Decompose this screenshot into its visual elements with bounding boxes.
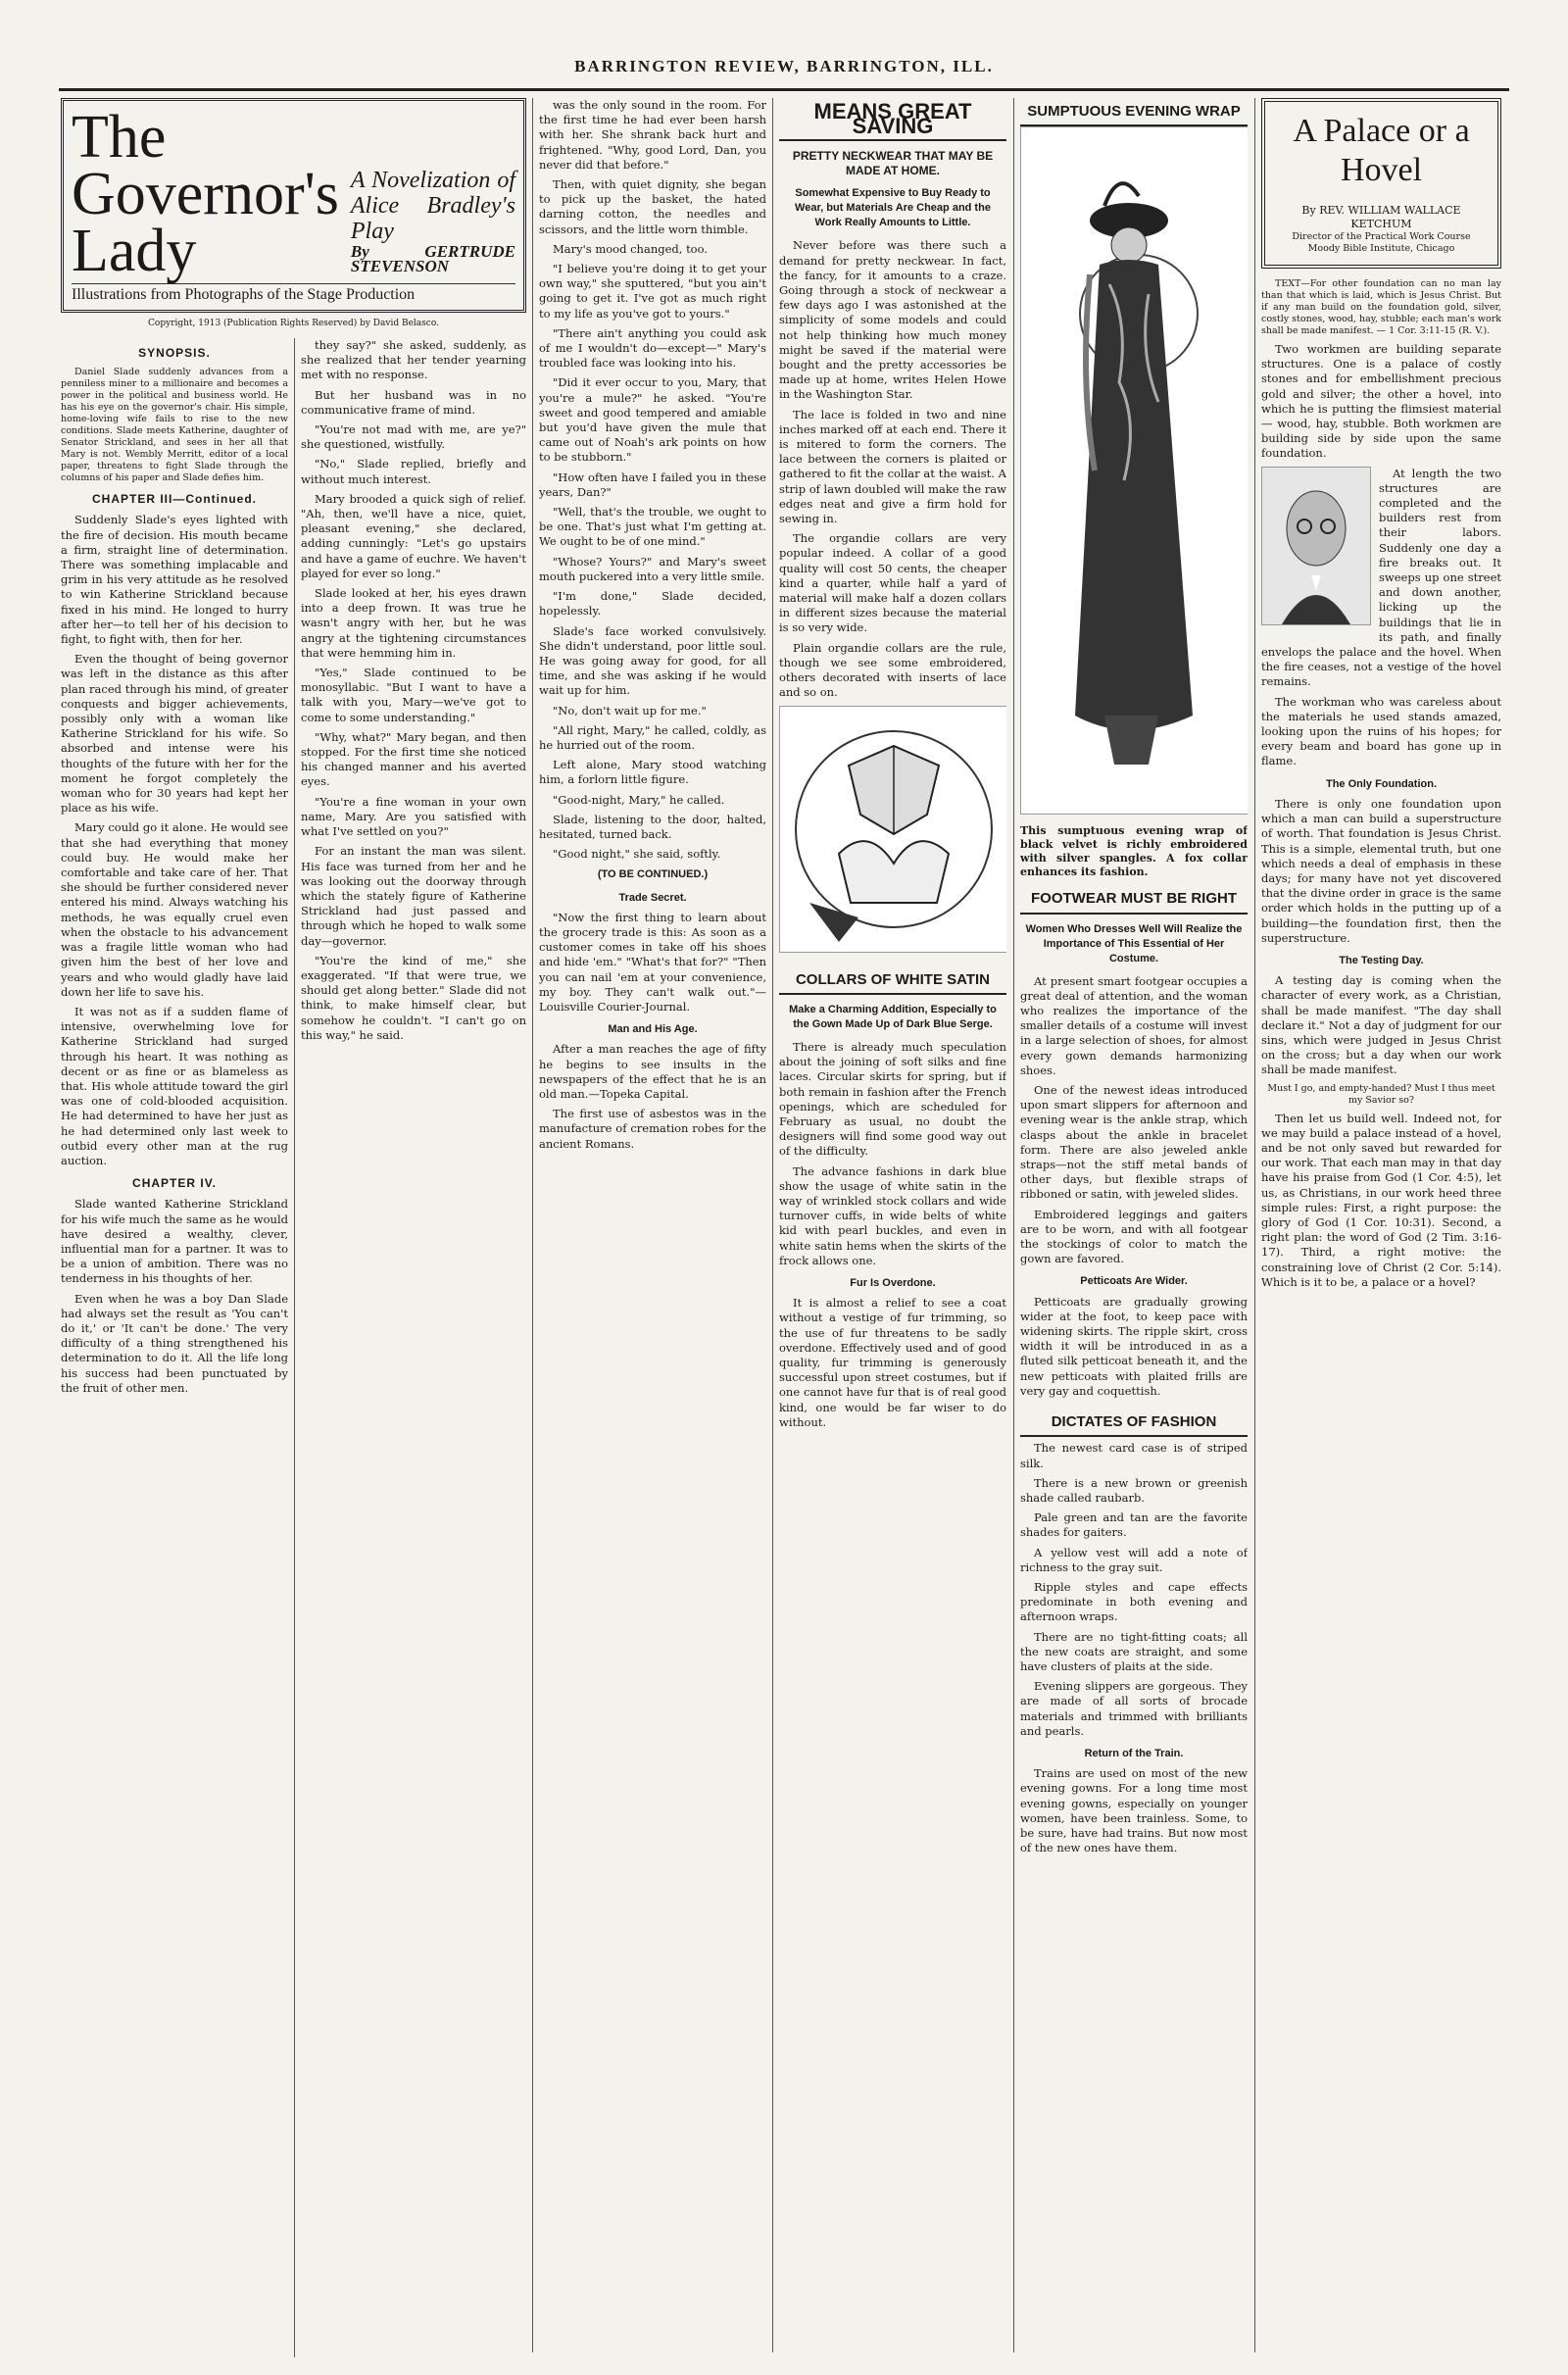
chapter-4-heading: CHAPTER IV. — [132, 1176, 217, 1191]
ch4-paragraph: Even when he was a boy Dan Slade had always set the result as 'You can't do it,' or 'It can't be done.' The very difficulty of a thing strengthened his determination to do it. All the life long his success had been punctuated by the fruit of other men. — [61, 1291, 288, 1395]
sermon-paragraph: Two workmen are building separate structures. One is a palace of costly stones and for embellishment precious gold and silver; the other a hovel, into which he is putting the flimsiest material — wood, hay, stubble. Both workmen are building side by side upon the same foundation. — [1261, 342, 1501, 461]
story-column-1 — [61, 338, 288, 2357]
sermon-author-title: Director of the Practical Work Course Moody Bible Institute, Chicago — [1292, 231, 1471, 254]
wrap-headline: SUMPTUOUS EVENING WRAP — [1020, 98, 1248, 126]
synopsis-text: Daniel Slade suddenly advances from a penniless miner to a millionaire and becomes a power in the political and business world. He has his eye on the governor's chair. His simple, home-loving wife fails to rise to the new conditions. Slade meets Katherine, daughter of Senator Strickland, and sees in her all that Mary is not. Wembly Merritt, editor of a local paper, threatens to fight Slade through the columns of his paper and Slade defies him. — [61, 367, 288, 484]
col3-paragraph: "I'm done," Slade decided, hopelessly. — [539, 589, 766, 618]
col3-paragraph: "Good night," she said, softly. — [553, 847, 721, 862]
collars-deck: Make a Charming Addition, Especially to the Gown Made Up of Dark Blue Serge. — [789, 1003, 997, 1030]
neckwear-headline: MEANS GREAT SAVING — [779, 98, 1006, 141]
sermon-title: A Palace or a Hovel — [1293, 113, 1470, 188]
story-column-3 — [539, 98, 766, 2357]
story-byline: By GERTRUDE STEVENSON — [350, 241, 515, 275]
fur-paragraph: It is almost a relief to see a coat without a vestige of fur trimming, so the use of fur threatens to be sadly overdone. Effectively used and of good quality, fur trimming is generously successful upon street costumes, but if one cannot have fur that is of real good kind, one would be far wiser to do without. — [779, 1296, 1006, 1429]
column-rule — [294, 338, 295, 2357]
collars-headline: COLLARS OF WHITE SATIN — [779, 966, 1006, 995]
col3-paragraph: Then, with quiet dignity, she began to pick up the basket, the hated darning cotton, the needles and scissors, and the little worn thimble. — [539, 177, 766, 236]
ch3-paragraph: It was not as if a sudden flame of intensive, overwhelming love for Katherine Strickland had surged through his heart. It was nothing as decent or as fine or as blameless as that. His whole attitude toward the girl was one of cold-blooded acquisition. He had determined to have her just as he had determined only last week to outbid every other man at the rug auction. — [61, 1004, 288, 1167]
foundation-subheading: The Only Foundation. — [1325, 777, 1438, 790]
ch3-paragraph: Even the thought of being governor was left in the distance as this after plan raced through his mind, of greater conquests and bigger achievements, possibly only with a woman like Katherine Strickland for his wife. So absorbed and intense were his thoughts of the future with her for the moment he forgot completely the woman who for 30 years had kept her place as his wife. — [61, 652, 288, 816]
dictates-headline: DICTATES OF FASHION — [1020, 1409, 1248, 1437]
ch3-paragraph: Suddenly Slade's eyes lighted with the fire of decision. His mouth became a firm, straight line of determination. There was something implacable and grim in his very attitude as he resolved to win Katherine Strickland because fixed in his mind. He longed to hurry after her—to tell her of his decision to fight, to fight with, then for her. — [61, 513, 288, 647]
col2-paragraph: they say?" she asked, suddenly, as she realized that her tender yearning met with no response. — [301, 338, 526, 382]
dictates-item: The newest card case is of striped silk. — [1020, 1441, 1248, 1470]
column-rule — [1254, 98, 1255, 2352]
ch4-paragraph: Slade wanted Katherine Strickland for his wife much the same as he would have desired a wealthy, clever, influential man for a partner. It was to be a union of ambition. There was no tenderness in his thoughts of her. — [61, 1197, 288, 1286]
story-illustrations-credit: Illustrations from Photographs of the Stage Production — [72, 283, 515, 302]
footwear-paragraph: At present smart footgear occupies a great deal of attention, and the woman who realizes the importance of the smaller details of a costume will invest in a large selection of shoes, for almost every gown demands harmonizing shoes. — [1020, 973, 1248, 1077]
col2-paragraph: But her husband was in no communicative frame of mind. — [301, 387, 526, 417]
neckwear-paragraph: Never before was there such a demand for pretty neckwear. In fact, the fancy, for it amounts to a craze. Going through a stock of neckwear a few days ago I was astonished at the simplicity of some models and could not help thinking how much money might be saved if the material were bought and the pretty accessories be made up at home, writes Helen Howe in the Washington Star. — [779, 238, 1006, 402]
col2-paragraph: Slade looked at her, his eyes drawn into a deep frown. It was true he wasn't angry with her, but he was angry at the tightening circumstances that were hemming him in. — [301, 586, 526, 660]
footwear-deck: Women Who Dresses Well Will Realize the Importance of This Essential of Her Costume. — [1025, 922, 1243, 965]
filler-text: "Now the first thing to learn about the grocery trade is this: As soon as a customer comes in take off his shoes and hide 'em." "What's that for?" "Then you can nail 'em at your convenience, my boy. They can't walk out."—Louisville Courier-Journal. — [539, 910, 766, 1014]
col3-paragraph: "Did it ever occur to you, Mary, that you're a mule?" he asked. "You're sweet and good tempered and amiable but you'd have given the mule that came out of Noah's ark points on how to be stubborn." — [539, 375, 766, 465]
col3-paragraph: "There ain't anything you could ask of me I wouldn't do—except—" Mary's troubled face was looking into his. — [539, 325, 766, 371]
petticoats-subheading: Petticoats Are Wider. — [1080, 1275, 1188, 1288]
filler-heading: Man and His Age. — [608, 1023, 698, 1036]
sermon-verse-quote: Must I go, and empty-handed? Must I thus meet my Savior so? — [1267, 1082, 1495, 1106]
footwear-headline: FOOTWEAR MUST BE RIGHT — [1020, 885, 1248, 914]
column-rule — [1013, 98, 1014, 2352]
author-portrait — [1261, 467, 1371, 625]
ch3-paragraph: Mary could go it alone. He would see that she had everything that money could buy. He would make her comfortable and take care of her. That she should be further considered never entered his mind. Always watching his methods, he was equally cruel even when the obstacle to his advancement was a fragile little woman who had given him the best of her love and years and who would gladly have laid down her life to save his. — [61, 820, 288, 999]
col2-paragraph: "Yes," Slade continued to be monosyllabic. "But I want to have a talk with you, Mary—we've got to come to some understanding." — [301, 666, 526, 724]
sermon-text-verse: TEXT—For other foundation can no man lay than that which is laid, which is Jesus Christ. But if any man build on the foundation gold, silver, costly stones, wood, hay, stubble; each man's work shall be made manifest. — 1 Cor. 3:11-15 (R. V.). — [1261, 278, 1501, 336]
sermon-paragraph: At length the two structures are completed and the builders rest from their labors. Suddenly one day a fire breaks out. It sweeps up one street and down another, licking up the buildings that lie in its path, and finally envelops the palace and the hovel. When the fire ceases, not a vestige of the hovel remains. — [1261, 466, 1501, 689]
petticoats-paragraph: Petticoats are gradually growing wider at the foot, to keep pace with widening skirts. The ripple skirt, cross width it will be introduced in as a fluted silk petticoat beneath it, and the new petticoats with plaited frills are very gay and coquettish. — [1020, 1294, 1248, 1398]
fur-subheading: Fur Is Overdone. — [850, 1276, 936, 1289]
neckwear-paragraph: The lace is folded in two and nine inches marked off at each end. There it is mitered to form the corners. The lace between the corners is plaited or gathered to fit the collar at the waist. A strip of lawn doubled will make the raw edges neat and give a firm hold for sewing in. — [779, 407, 1006, 526]
story-column-2 — [301, 338, 526, 2357]
neckwear-subdeck: Somewhat Expensive to Buy Ready to Wear, but Materials Are Cheap and the Work Really Amounts to Little. — [795, 187, 991, 229]
train-subheading: Return of the Train. — [1084, 1747, 1184, 1759]
filler-text: After a man reaches the age of fifty he begins to see insults in the newspapers of the effect that he is an old man.—Topeka Capital. — [539, 1042, 766, 1101]
collars-paragraph: The advance fashions in dark blue show the usage of white satin in the way of wrinkled stock collars and wide turnover cuffs, in wide belts of white kid with pearl buckles, and even in white satin hems when the skirts of the frock allows one. — [779, 1163, 1006, 1267]
sermon-byline: By REV. WILLIAM WALLACE KETCHUM — [1301, 204, 1461, 230]
dictates-item: Evening slippers are gorgeous. They are made of all sorts of brocade materials and trimmed with brilliants and pearls. — [1020, 1679, 1248, 1738]
testing-day-paragraph: A testing day is coming when the character of every work, as a Christian, shall be made manifest. "The day shall declare it." Not a day of judgment for our sins, which were judged in Jesus Christ on the cross; but a day when our work shall be made manifest. — [1261, 973, 1501, 1077]
collars-paragraph: There is already much speculation about the joining of soft silks and fine laces. Circular skirts for spring, but if both remain in fashion after the French openings, which are scheduled for February as usual, no doubt the designers will find some good way out of the difficulty. — [779, 1039, 1006, 1159]
col2-paragraph: "No," Slade replied, briefly and without much interest. — [301, 457, 526, 486]
col3-paragraph: Mary's mood changed, too. — [553, 241, 708, 256]
fashion-column-2 — [1020, 98, 1248, 2357]
evening-wrap-illustration — [1020, 126, 1248, 815]
col2-paragraph: For an instant the man was silent. His face was turned from her and he was looking out the doorway through which the stately figure of Katherine Strickland had just passed and through which he hoped to walk some day—governor. — [301, 844, 526, 948]
sermon-column — [1261, 98, 1501, 2357]
dictates-item: There is a new brown or greenish shade called raubarb. — [1020, 1475, 1248, 1505]
col3-paragraph: "I believe you're doing it to get your own way," she sputtered, "but you ain't going to get it. I've got as much right to my life as you've got to yours." — [539, 262, 766, 321]
newspaper-masthead: BARRINGTON REVIEW, BARRINGTON, ILL. — [574, 57, 994, 75]
neckwear-illustration — [779, 706, 1006, 953]
col2-paragraph: "You're not mad with me, are ye?" she questioned, wistfully. — [301, 422, 526, 452]
neckwear-paragraph: Plain organdie collars are the rule, though we see some embroidered, others decorated with inserts of lace and so on. — [779, 640, 1006, 700]
col2-paragraph: Mary brooded a quick sigh of relief. "Ah, then, we'll have a nice, quiet, pleasant evening," she declared, adding cunningly: "Let's go upstairs and have a game of euchre. We haven't played for ever so long." — [301, 491, 526, 580]
col3-paragraph: Left alone, Mary stood watching him, a forlorn little figure. — [539, 758, 766, 787]
col3-paragraph: "How often have I failed you in these years, Dan?" — [539, 470, 766, 499]
chapter-3-heading: CHAPTER III—Continued. — [92, 492, 257, 507]
foundation-paragraph: There is only one foundation upon which a man can build a superstructure of worth. That foundation is Jesus Christ. This is a simple, elemental truth, but one which needs a deal of emphasis in these days; for many have not yet discovered that the divine order in grace is the same order which holds in the putting up of a building—the foundation first, then the superstructure. — [1261, 796, 1501, 945]
col3-paragraph: "Whose? Yours?" and Mary's sweet mouth puckered into a very little smile. — [539, 554, 766, 583]
col3-paragraph: "Well, that's the trouble, we ought to be one. That's just what I'm getting at. We ought to be of one mind." — [539, 505, 766, 549]
col2-paragraph: "Why, what?" Mary began, and then stopped. For the first time she noticed his changed manner and his averted eyes. — [301, 729, 526, 789]
col2-paragraph: "You're the kind of me," she exaggerated. "If that were true, we should get along better." Slade did not think, to make himself clear, but somehow he couldn't. "I can't go on this way," he said. — [301, 953, 526, 1042]
col3-paragraph: "All right, Mary," he called, coldly, as he hurried out of the room. — [539, 722, 766, 752]
dictates-item: Pale green and tan are the favorite shades for gaiters. — [1020, 1510, 1248, 1540]
col3-paragraph: Slade, listening to the door, halted, hesitated, turned back. — [539, 812, 766, 841]
col2-paragraph: "You're a fine woman in your own name, Mary. Are you satisfied with what I've settled on you?" — [301, 794, 526, 839]
footwear-paragraph: One of the newest ideas introduced upon smart slippers for afternoon and evening wear is the ankle strap, which clasps about the ankle in bracelet form. There are also jeweled ankle straps—not the stiff metal bands of other days, but flexible straps of ribboned or satin, with jeweled slides. — [1020, 1083, 1248, 1202]
fashion-column-1 — [779, 98, 1006, 2357]
story-copyright: Copyright, 1913 (Publication Rights Reserved) by David Belasco. — [148, 319, 439, 329]
column-rule — [772, 98, 773, 2352]
dictates-item: There are no tight-fitting coats; all the new coats are straight, and some have clusters of plaits at the side. — [1020, 1629, 1248, 1673]
testing-day-subheading: The Testing Day. — [1339, 954, 1424, 966]
neckwear-deck: PRETTY NECKWEAR THAT MAY BE MADE AT HOME. — [792, 149, 994, 178]
dictates-item: Ripple styles and cape effects predominate in both evening and afternoon wraps. — [1020, 1579, 1248, 1624]
train-paragraph: Trains are used on most of the new evening gowns. For a long time most evening gowns, especially on younger women, have been trainless. Some, to be sure, have had trains. But now most of the new ones have them. — [1020, 1766, 1248, 1855]
sermon-title-box — [1261, 98, 1501, 269]
dictates-item: A yellow vest will add a note of richness to the gray suit. — [1020, 1545, 1248, 1574]
story-subtitle: A Novelization of Alice Bradley's Play — [350, 167, 515, 244]
col3-paragraph: Slade's face worked convulsively. She didn't understand, poor little soul. He was going away for good, for all time, and she was asking if he would wait up for him. — [539, 623, 766, 698]
neckwear-paragraph: The organdie collars are very popular indeed. A collar of a good quality will cost 50 cents, the cheaper kind a quarter, while half a yard of material will make half a dozen collars in different sizes because the material is so very wide. — [779, 531, 1006, 635]
synopsis-heading: SYNOPSIS. — [138, 346, 211, 360]
filler-text: The first use of asbestos was in the manufacture of cremation robes for the ancient Romans. — [539, 1107, 766, 1151]
to-be-continued: (TO BE CONTINUED.) — [597, 868, 709, 881]
sermon-closing-paragraph: Then let us build well. Indeed not, for we may build a palace instead of a hovel, and be not only saved but rewarded for our work. That each man may in that day have his praise from God (1 Cor. 4:5), let us, as Christians, in our work heed three simple rules: First, a right purpose: the glory of God (1 Cor. 10:31). Second, a right plan: the word of God (2 Tim. 3:16-17). Third, a right motive: the constraining love of Christ (2 Cor. 5:14). Which is it to be, a palace or a hovel? — [1261, 1111, 1501, 1289]
col3-paragraph: "Good-night, Mary," he called. — [553, 792, 725, 807]
footwear-paragraph: Embroidered leggings and gaiters are to be worn, and with all footgear the stockings of color to match the gown are favored. — [1020, 1207, 1248, 1266]
column-rule — [532, 98, 533, 2352]
story-title-line2: Lady — [72, 218, 197, 284]
story-title-box — [61, 98, 526, 313]
story-title-line1: The Governor's — [72, 104, 339, 227]
col3-paragraph: was the only sound in the room. For the first time he had ever been harsh with her. She shrank back hurt and frightened. "Why, good Lord, Dan, you never did that before." — [539, 98, 766, 172]
sermon-paragraph: The workman who was careless about the materials he used stands amazed, looking upon the ruins of his hopes; for every beam and board has gone up in flame. — [1261, 694, 1501, 768]
wrap-caption: This sumptuous evening wrap of black velvet is richly embroidered with silver spangles. A fox collar enhances its fashion. — [1020, 824, 1248, 879]
filler-heading: Trade Secret. — [618, 891, 687, 904]
masthead-rule — [59, 88, 1509, 91]
col3-paragraph: "No, don't wait up for me." — [553, 703, 707, 717]
story-header — [61, 98, 526, 335]
